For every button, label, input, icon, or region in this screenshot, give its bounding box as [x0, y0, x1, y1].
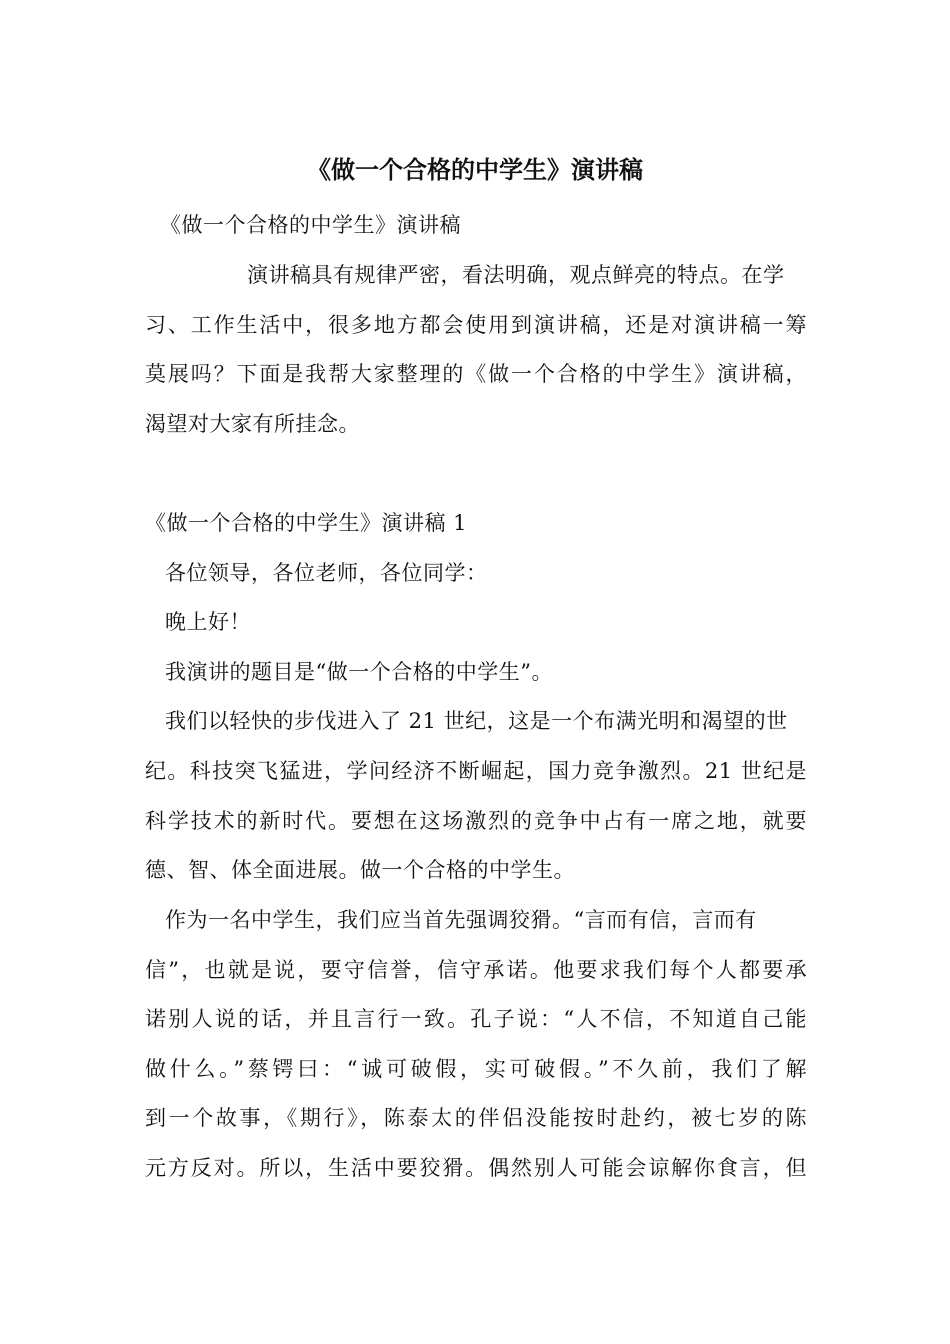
- paragraph-line: 演讲稿具有规律严密，看法明确，观点鲜亮的特点。在学: [247, 263, 785, 287]
- paragraph-line: 我演讲的题目是“做一个合格的中学生”。: [165, 660, 553, 684]
- paragraph-line: 信”，也就是说，要守信誉，信守承诺。他要求我们每个人都要承: [145, 958, 807, 982]
- section-heading: 《做一个合格的中学生》演讲稿 1: [145, 511, 468, 535]
- paragraph-line: 元方反对。所以，生活中要狡猾。偶然别人可能会谅解你食言，但: [145, 1156, 807, 1180]
- paragraph-line: 纪。科技突飞猛进，学问经济不断崛起，国力竞争激烈。21 世纪是: [145, 759, 807, 783]
- paragraph-line: 做什么。”蔡锷曰：“诚可破假，实可破假。”不久前，我们了解: [145, 1057, 807, 1081]
- paragraph-line: 科学技术的新时代。要想在这场激烈的竞争中占有一席之地，就要: [145, 809, 807, 833]
- greeting-line: 晚上好！: [165, 610, 251, 634]
- paragraph-line: 作为一名中学生，我们应当首先强调狡猾。“言而有信，言而有: [165, 908, 757, 932]
- subtitle-line: 《做一个合格的中学生》演讲稿: [160, 213, 461, 237]
- paragraph-line: 诺别人说的话，并且言行一致。孔子说：“人不信，不知道自己能: [145, 1007, 807, 1031]
- paragraph-line: 到一个故事，《期行》，陈泰太的伴侣没能按时赴约，被七岁的陈: [145, 1106, 807, 1130]
- greeting-line: 各位领导，各位老师，各位同学：: [165, 561, 488, 585]
- document-title: 《做一个合格的中学生》演讲稿: [307, 156, 643, 184]
- paragraph-line: 莫展吗？下面是我帮大家整理的《做一个合格的中学生》演讲稿，: [145, 362, 807, 386]
- paragraph-line: 德、智、体全面进展。做一个合格的中学生。: [145, 858, 575, 882]
- paragraph-line: 我们以轻快的步伐进入了 21 世纪，这是一个布满光明和渴望的世: [165, 709, 788, 733]
- paragraph-line: 渴望对大家有所挂念。: [145, 412, 360, 436]
- paragraph-line: 习、工作生活中，很多地方都会使用到演讲稿，还是对演讲稿一筹: [145, 313, 807, 337]
